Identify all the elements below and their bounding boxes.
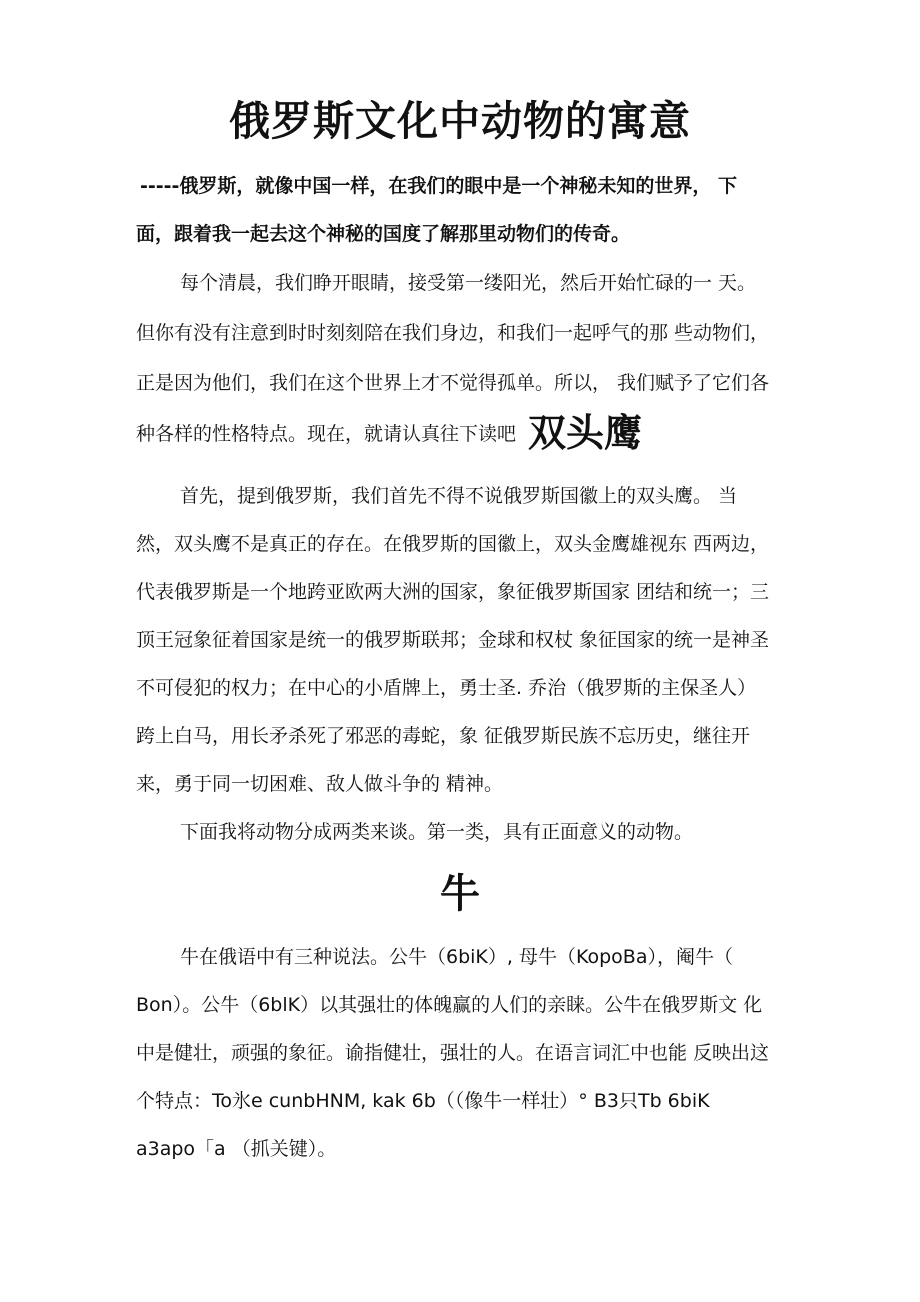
- paragraph4-line-5: a3apo「a （抓关键）。: [136, 1138, 337, 1160]
- paragraph1-line-1: 每个清晨，我们睁开眼睛，接受第一缕阳光，然后开始忙碌的一 天。: [180, 272, 757, 294]
- paragraph2-line-7: 来，勇于同一切困难、敌人做斗争的 精神。: [136, 773, 504, 795]
- paragraph4-line-2: Bon）。公牛（6blK）以其强壮的体魄赢的人们的亲睐。公牛在俄罗斯文 化: [136, 994, 763, 1016]
- section-heading-double-headed-eagle: 双头鹰: [528, 411, 643, 455]
- paragraph1-line-4: [136, 411, 643, 455]
- document-title: 俄罗斯文化中动物的寓意: [229, 97, 691, 145]
- intro-line-1: -----俄罗斯，就像中国一样，在我们的眼中是一个神秘未知的世界， 下: [140, 175, 738, 197]
- section-heading-ox: 牛: [440, 871, 480, 917]
- paragraph1-line-4-text: 种各样的性格特点。现在，就请认真往下读吧: [136, 423, 517, 445]
- paragraph3-line: 下面我将动物分成两类来谈。第一类，具有正面意义的动物。: [180, 821, 694, 843]
- intro-line-2: 面，跟着我一起去这个神秘的国度了解那里动物们的传奇。: [136, 223, 631, 245]
- paragraph4-line-1: 牛在俄语中有三种说法。公牛（6biK）, 母牛（KopoBa），阉牛（: [180, 946, 733, 968]
- paragraph2-line-3: 代表俄罗斯是一个地跨亚欧两大洲的国家，象征俄罗斯国家 团结和统一；三: [136, 581, 770, 603]
- paragraph4-line-4: 个特点：To氷e cunbHNM, kak 6b（（像牛一样壮）° B3只Tb 6biK: [136, 1090, 710, 1112]
- paragraph1-line-2: 但你有没有注意到时时刻刻陪在我们身边，和我们一起呼气的那 些动物们，: [136, 322, 770, 344]
- paragraph2-line-4: 顶王冠象征着国家是统一的俄罗斯联邦；金球和权杖 象征国家的统一是神圣: [136, 629, 770, 651]
- paragraph4-line-3: 中是健壮，顽强的象征。谕指健壮，强壮的人。在语言词汇中也能 反映出这: [136, 1042, 770, 1064]
- paragraph1-line-3: 正是因为他们，我们在这个世界上才不觉得孤单。所以， 我们赋予了它们各: [136, 372, 770, 394]
- paragraph2-line-1: 首先，提到俄罗斯，我们首先不得不说俄罗斯国徽上的双头鹰。 当: [180, 485, 738, 507]
- paragraph2-line-5: 不可侵犯的权力；在中心的小盾牌上，勇士圣. 乔治（俄罗斯的主保圣人）: [136, 677, 757, 699]
- paragraph2-line-6: 跨上白马，用长矛杀死了邪恶的毒蛇，象 征俄罗斯民族不忘历史，继往开: [136, 725, 751, 747]
- paragraph2-line-2: 然，双头鹰不是真正的存在。在俄罗斯的国徽上，双头金鹰雄视东 西两边，: [136, 533, 770, 555]
